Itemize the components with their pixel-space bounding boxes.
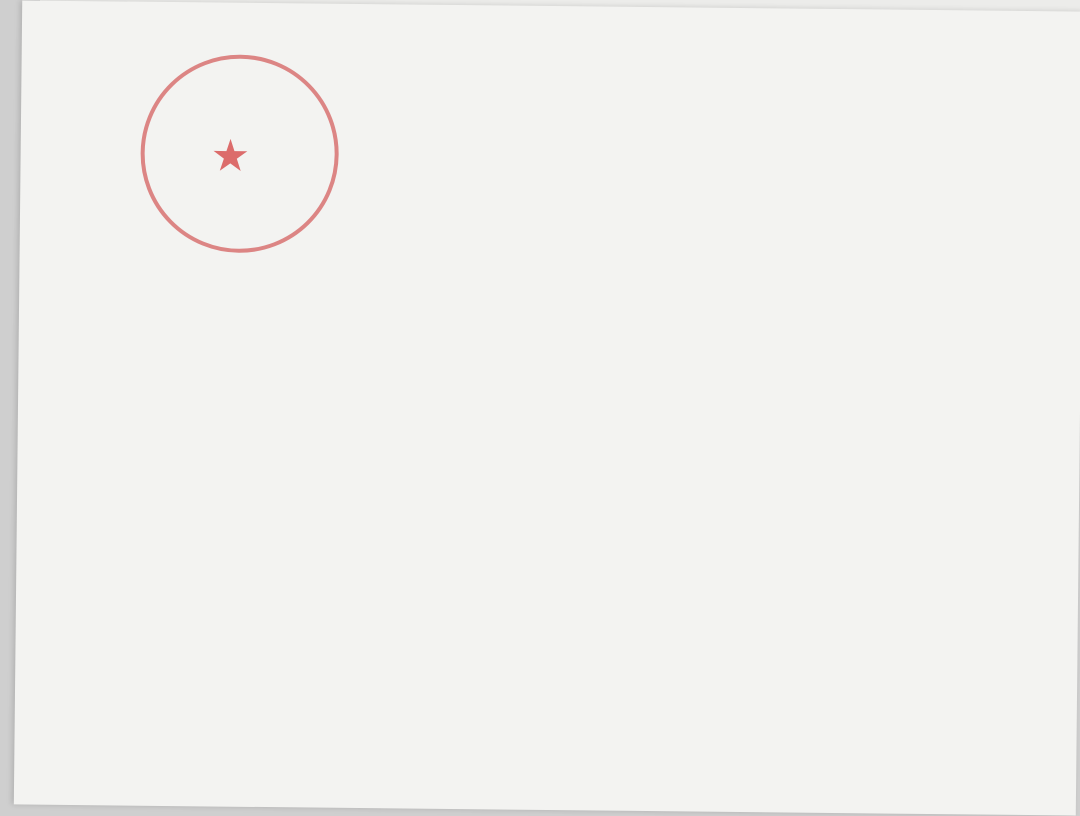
paper-sheet [14,0,1080,815]
asset-table [85,141,1061,151]
red-seal [140,54,340,254]
seal-star-icon: ★ [210,130,251,182]
